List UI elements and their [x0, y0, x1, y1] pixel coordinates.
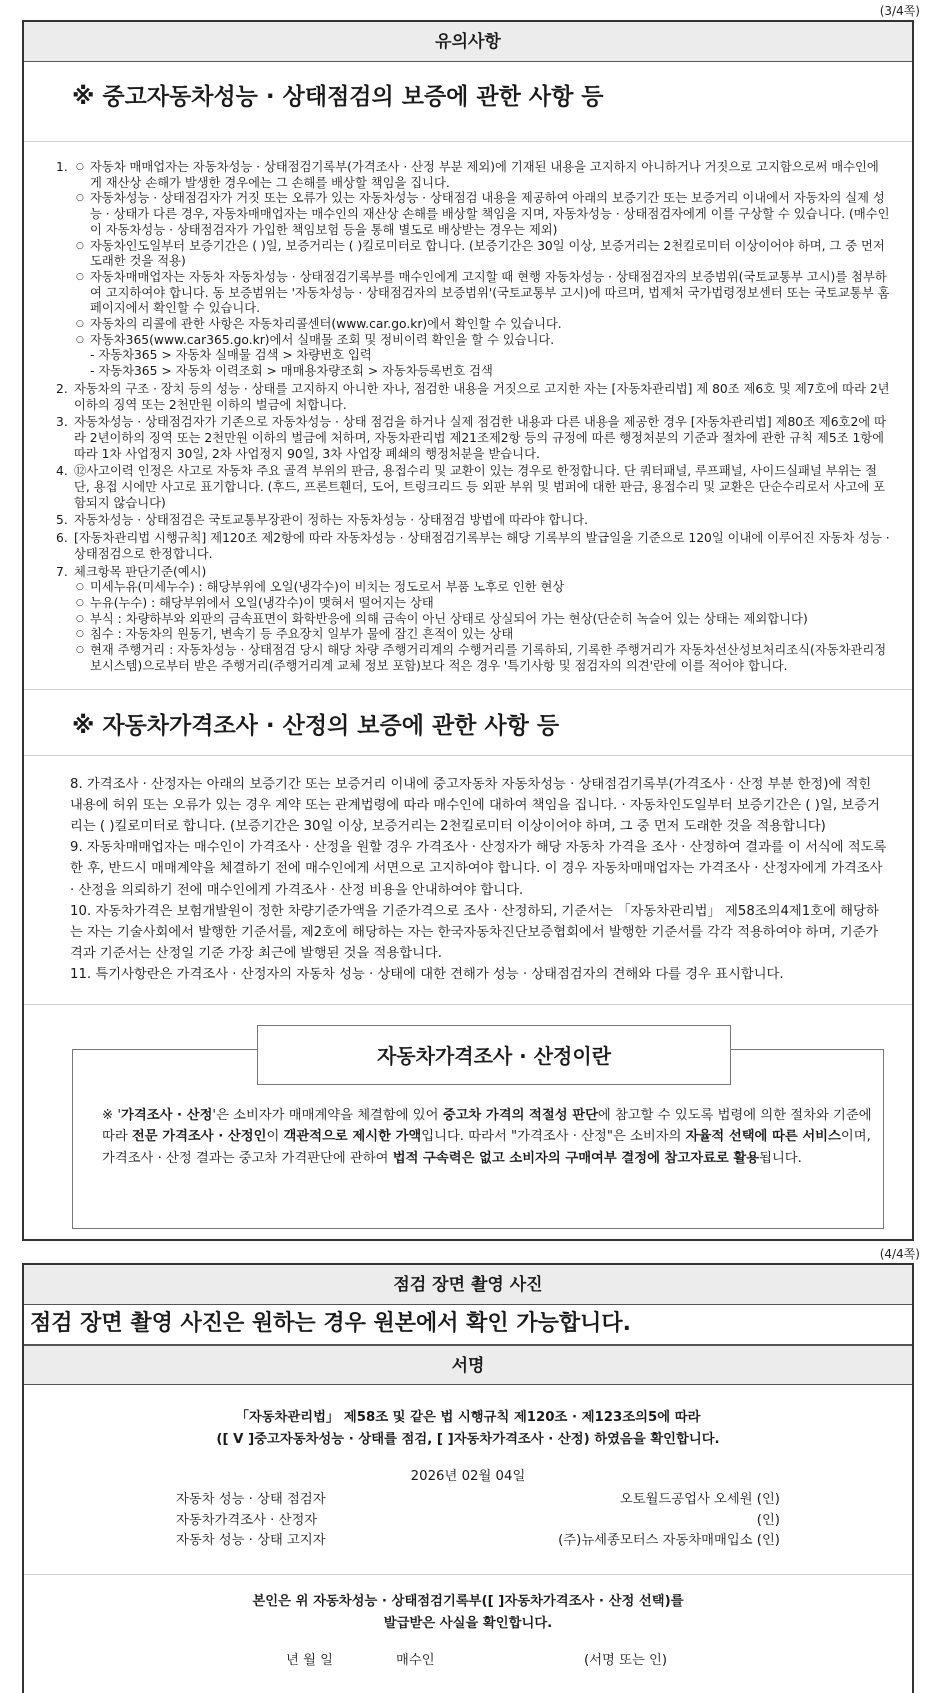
- price-notice-item: 8. 가격조사 · 산정자는 아래의 보증기간 또는 보증거리 이내에 중고자동차 자동차성능 · 상태점검기록부(가격조사 · 산정 부분 한정)에 적힌 내용에 허위 또는 오류가 있는 경우 계약 또는 관계법령에 따라 매수인에 대하여 책임을 집니다. · 자동차인도일부터 보증기간은 ( )일, 보증거리는 ( )킬로미터로 합니다. (보증기간은 30일 이상, 보증거리는 2천킬로미터 이상이어야 하며, 그 중 먼저 도래한 것을 적용합니다): [70, 776, 880, 834]
- notice-text: 자동차성능 · 상태점검은 국토교통부장관이 정하는 자동차성능 · 상태점검 방법에 따라야 합니다.: [74, 513, 589, 528]
- notice-text: 자동차성능 · 상태점검자가 기존으로 자동차성능 · 상태 점검을 하거나 실제 점검한 내용과 다른 내용을 제공한 경우 [자동차관리법] 제80조 제6호2에 따라 2년이하의 징역 또는 2천만원 이하의 벌금에 처하며, 자동차관리법 제21조제2항 등의 규정에 따른 행정처분의 기준과 절차에 관한 규칙 제5조 1항에 따라 1차 사업정지 30일, 2차 사업정지 90일, 3차 사업장 폐쇄의 행정처분을 받습니다.: [74, 415, 886, 461]
- price-notice-item: 9. 자동차매매업자는 매수인이 가격조사 · 산정을 원할 경우 가격조사 · 산정자가 해당 자동차 가격을 조사 · 산정하여 결과를 이 서식에 적도록 한 후, 반드시 매매계약을 체결하기 전에 매수인에게 서면으로 고지하여야 합니다. 이 경우 자동차매매업자는 가격조사 · 산정자에게 가격조사 · 산정을 의뢰하기 전에 매수인에게 가격조사 · 산정 비용을 안내하여야 합니다.: [70, 840, 887, 898]
- price-notice-item: 11. 특기사항란은 가격조사 · 산정자의 자동차 성능 · 상태에 대한 견해가 성능 · 상태점검자의 견해와 다를 경우 표시합니다.: [70, 967, 784, 983]
- notice-number: 7.: [56, 564, 68, 579]
- definition-fragment: 입니다. 따라서 "가격조사 · 산정"은 소비자의: [421, 1129, 686, 1145]
- notice-section: [22, 20, 914, 1241]
- criteria-item: ○ 미세누유(미세누수) : 해당부위에 오일(냉각수)이 비치는 정도로서 부품 노후로 인한 현상: [74, 580, 890, 596]
- definition-emphasis: 객관적으로 제시한 가액: [283, 1129, 422, 1145]
- divider: [24, 1574, 912, 1575]
- signer-list: [24, 1490, 912, 1552]
- notice-item: [56, 531, 890, 562]
- notice-item: [56, 565, 890, 675]
- notice-item: [56, 160, 890, 380]
- definition-fragment: 됩니다.: [759, 1150, 802, 1166]
- notice-subitem: [74, 333, 890, 380]
- page-number: (4/4쪽): [879, 1247, 920, 1261]
- notice-subitem: ○ 자동차성능 · 상태점검자가 거짓 또는 오류가 있는 자동차성능 · 상태점검 내용을 제공하여 아래의 보증기간 또는 보증거리 이내에서 자동차의 실제 성능 · 상태가 다른 경우, 자동차매매업자는 매수인의 재산상 손해를 배상할 책임을 지며, 자동차성능 · 상태점검자에게 이를 구상할 수 있습니다. (매수인이 자동차성능 · 상태점검자가 가입한 책임보험 등을 통해 별도로 배상받는 경우는 제외): [74, 191, 890, 238]
- definition-emphasis: 자율적 선택에 따른 서비스: [685, 1129, 841, 1145]
- legal-statement: [24, 1407, 912, 1451]
- notice-subitem: ○ 자동차인도일부터 보증기간은 ( )일, 보증거리는 ( )킬로미터로 합니다. (보증기간은 30일 이상, 보증거리는 2천킬로미터 이상이어야 하며, 그 중 먼저 도래한 것을 적용): [74, 239, 890, 270]
- signer-role: 자동차 성능 · 상태 고지자: [176, 1533, 326, 1548]
- notice-subitem: ○ 자동차매매업자는 자동차 자동차성능 · 상태점검기록부를 매수인에게 고지할 때 현행 자동차성능 · 상태점검자의 보증범위(국토교통부 고시)를 첨부하여 고지하여야 합니다. 동 보증범위는 '자동차성능 · 상태점검자의 보증범위'(국토교통부 고시)에 따르며, 법제처 국가법령정보센터 또는 국토교통부 홈페이지에서 확인할 수 있습니다.: [74, 270, 890, 317]
- buyer-label: 매수인: [396, 1652, 435, 1668]
- notice-item: [56, 382, 890, 413]
- car365-steps: [90, 348, 890, 379]
- definition-emphasis: 가격조사 · 산정: [121, 1107, 213, 1123]
- signer-row: [24, 1511, 912, 1532]
- confirmation-line: 발급받은 사실을 확인합니다.: [383, 1615, 553, 1631]
- buyer-sign-field: (서명 또는 인): [584, 1652, 668, 1668]
- page-number: (3/4쪽): [879, 4, 920, 18]
- definition-fragment: 에 참고할 수 있도록 법령에 의한 절차와 기준에 따라: [102, 1107, 872, 1145]
- definition-fragment: '은 소비자가 매매계약을 체결함에 있어: [212, 1107, 443, 1123]
- price-notice-item: 10. 자동차가격은 보험개발원이 정한 차량기준가액을 기준가격으로 조사 · 산정하되, 기준서는 「자동차관리법」 제58조의4제1호에 해당하는 자는 기술사회에서 발행한 기준서를, 제2호에 해당하는 자는 한국자동차진단보증협회에서 발행한 기준서를 각각 적용하여야 하며, 기준가격과 기준서는 산정일 기준 가장 최근에 발행된 것을 적용합니다.: [70, 903, 879, 962]
- signature-page: [22, 1263, 914, 1693]
- notice-number: 1.: [56, 160, 68, 174]
- price-notice-list: [24, 756, 912, 986]
- signer-role: 자동차 성능 · 상태 점검자: [176, 1492, 326, 1507]
- price-definition-title: 자동차가격조사 · 산정이란: [257, 1025, 731, 1085]
- car365-step: - 자동차365 > 자동차 이력조회 > 매매용차량조회 > 자동차등록번호 검색: [90, 364, 493, 379]
- notice-item: [56, 513, 890, 529]
- signer-name: (주)뉴세종모터스 자동차매매입소 (인): [558, 1533, 780, 1548]
- notice-subitem: ○ 자동차의 리콜에 관한 사항은 자동차리콜센터(www.car.go.kr)에서 확인할 수 있습니다.: [74, 317, 890, 333]
- notice-number: 5.: [56, 513, 68, 528]
- signer-role: 자동차가격조사 · 산정자: [176, 1512, 318, 1528]
- signer-row: [24, 1531, 912, 1552]
- notice-subitem-text: 자동차365(www.car365.go.kr)에서 실매물 조회 및 정비이력 확인을 할 수 있습니다.: [90, 332, 555, 347]
- criteria-list: [74, 580, 890, 674]
- definition-fragment: ※ ': [102, 1107, 122, 1123]
- signer-name: 오토월드공업사 오세원 (인): [619, 1492, 780, 1507]
- issue-date: 2026년 02월 04일: [410, 1469, 526, 1484]
- notice-sublist: [74, 160, 890, 380]
- definition-emphasis: 중고차 가격의 적절성 판단: [442, 1107, 598, 1123]
- buyer-date-field: 년 월 일: [286, 1652, 333, 1668]
- legal-line: ([ V ]중고자동차성능 · 상태를 점검, [ ]자동차가격조사 · 산정) 하였음을 확인합니다.: [216, 1432, 720, 1447]
- price-definition-section: [24, 1004, 912, 1244]
- criteria-item: ○ 침수 : 자동차의 원동기, 변속기 등 주요장치 일부가 물에 잠긴 흔적이 있는 상태: [74, 627, 890, 643]
- notice-item: [56, 464, 890, 511]
- notice-list: [24, 142, 912, 675]
- criteria-item: ○ 누유(누수) : 해당부위에서 오일(냉각수)이 맺혀서 떨어지는 상태: [74, 596, 890, 612]
- notice-number: 4.: [56, 464, 68, 479]
- confirmation-line: 본인은 위 자동차성능 · 상태점검기록부([ ]자동차가격조사 · 산정 선택)를: [252, 1593, 684, 1609]
- notice-text: 자동차의 구조 · 장치 등의 성능 · 상태를 고지하지 아니한 자나, 점검한 내용을 거짓으로 고지한 자는 [자동차관리법] 제 80조 제6호 및 제7호에 따라 2년 이하의 징역 또는 2천만원 이하의 벌금에 처합니다.: [74, 381, 890, 412]
- notice-text: [자동차관리법 시행규칙] 제120조 제2항에 따라 자동차성능 · 상태점검기록부는 해당 기록부의 발급일을 기준으로 120일 이내에 이루어진 자동차 성능 · 상태점검으로 한정합니다.: [74, 531, 890, 561]
- notice-item: [56, 415, 890, 462]
- buyer-confirmation: [24, 1591, 912, 1635]
- definition-fragment: 이: [266, 1129, 284, 1145]
- legal-line: 「자동차관리법」 제58조 및 같은 법 시행규칙 제120조 · 제123조의5에 따라: [235, 1410, 701, 1425]
- definition-fragment: 이며, 가격조사 · 산정 결과는 중고차 가격판단에 관하여: [102, 1129, 871, 1166]
- definition-emphasis: 전문 가격조사 · 산정인: [131, 1129, 267, 1145]
- photo-header: 점검 장면 촬영 사진: [24, 1265, 912, 1305]
- signer-name: (인): [756, 1512, 780, 1528]
- photo-message: 점검 장면 촬영 사진은 원하는 경우 원본에서 확인 가능합니다.: [24, 1305, 912, 1345]
- notice-number: 6.: [56, 531, 68, 546]
- notice-header: 유의사항: [24, 22, 912, 62]
- notice-text: ⑫사고이력 인정은 사고로 자동차 주요 골격 부위의 판금, 용접수리 및 교환이 있는 경우로 한정합니다. 단 쿼터패널, 루프패널, 사이드실패널 부위는 절단, 용접 시에만 사고로 표기합니다. (후드, 프론트휀더, 도어, 트렁크리드 등 외판 부위 및 범퍼에 대한 판금, 용접수리 및 교환은 단순수리로서 사고에 포함되지 않습니다): [74, 464, 886, 510]
- buyer-signature-row: [24, 1649, 912, 1671]
- car365-step: - 자동차365 > 자동차 실매물 검색 > 차량번호 입력: [90, 348, 372, 363]
- criteria-item: ○ 부식 : 차량하부와 외판의 금속표면이 화학반응에 의해 금속이 아닌 상태로 상실되어 가는 현상(단순히 녹슬어 있는 상태는 제외합니다): [74, 612, 890, 628]
- notice-number: 3.: [56, 415, 68, 430]
- definition-emphasis: 법적 구속력은 없고 소비자의 구매여부 결정에 참고자료로 활용: [392, 1150, 760, 1166]
- price-warranty-section: [24, 689, 912, 986]
- signer-row: [24, 1490, 912, 1511]
- signature-header: 서명: [24, 1345, 912, 1385]
- price-definition-text: [102, 1105, 882, 1170]
- inspection-warranty-title: ※ 중고자동차성능 · 상태점검의 보증에 관한 사항 등: [24, 62, 912, 142]
- criteria-item: ○ 현재 주행거리 : 자동차성능 · 상태점검 당시 해당 차량 주행거리계의 수행거리를 기록하되, 기록한 주행거리가 자동차선산성보처리조식(자동차관리정보시스템)으로부터 받은 주행거리(주행거리계 교체 정보 포함)보다 적은 경우 '특기사항 및 점검자의 의견'란에 이를 적어야 합니다.: [74, 643, 890, 674]
- notice-number: 2.: [56, 381, 68, 396]
- notice-text: 체크항목 판단기준(예시): [74, 564, 207, 579]
- price-warranty-title: ※ 자동차가격조사 · 산정의 보증에 관한 사항 등: [24, 690, 912, 756]
- notice-subitem: ○ 자동차 매매업자는 자동차성능 · 상태점검기록부(가격조사 · 산정 부분 제외)에 기재된 내용을 고지하지 아니하거나 거짓으로 고지함으로써 매수인에게 재산상 손해가 발생한 경우에는 그 손해를 배상할 책임을 집니다.: [74, 160, 890, 191]
